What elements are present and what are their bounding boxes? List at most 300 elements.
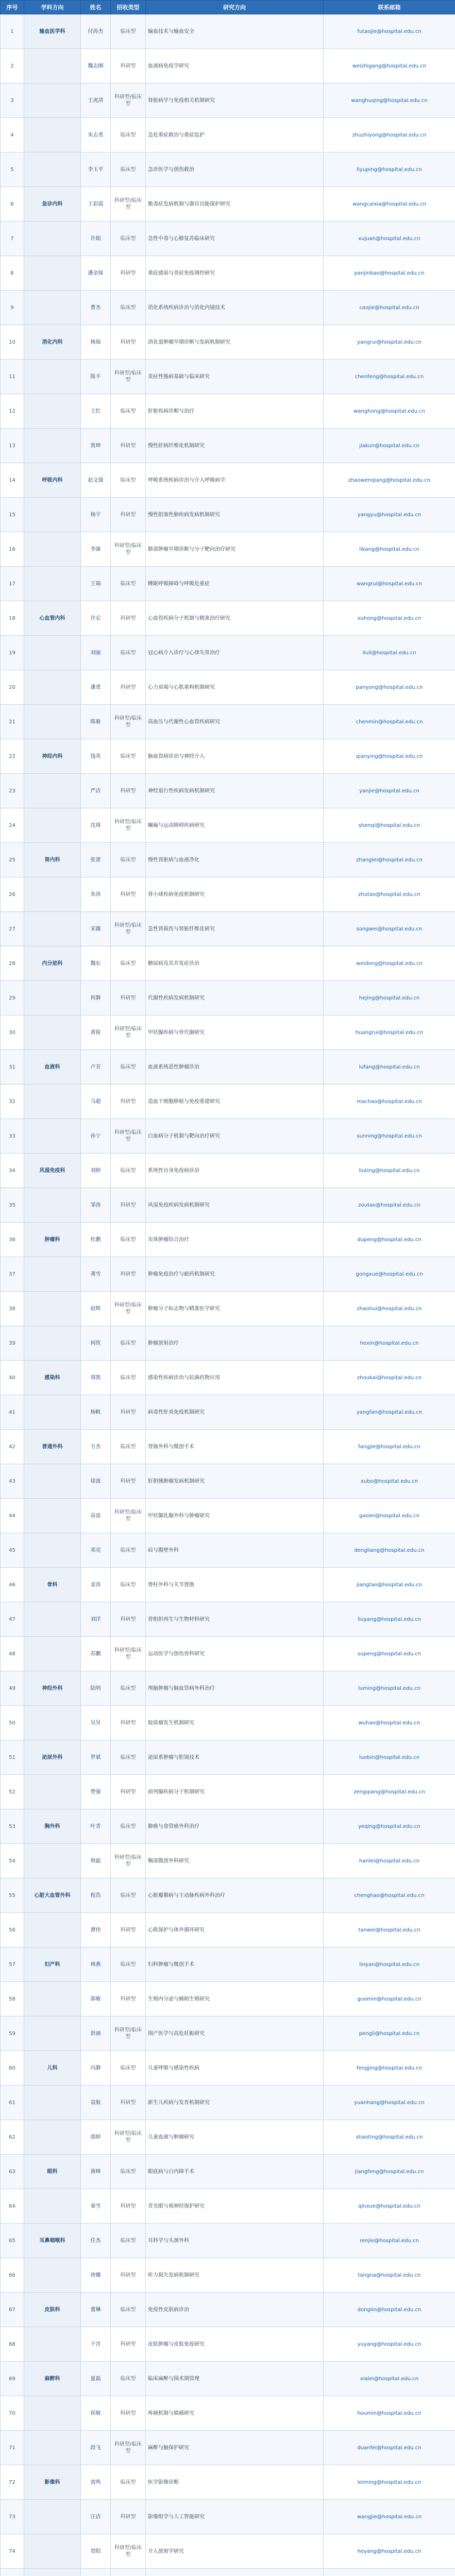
cell-type: 临床型 <box>111 1223 146 1257</box>
cell-no: 13 <box>1 429 24 463</box>
cell-dept <box>24 2189 81 2224</box>
cell-email[interactable]: yangyu@hospital.edu.cn <box>324 498 455 532</box>
cell-name: 李康 <box>81 532 111 567</box>
table-row <box>1 394 455 429</box>
header-cell-type: 招收类型 <box>111 1 146 14</box>
cell-name: 赵文强 <box>81 463 111 498</box>
cell-direction: 骨组织再生与生物材料研究 <box>146 1602 324 1637</box>
cell-email[interactable]: dupeng@hospital.edu.cn <box>324 1223 455 1257</box>
cell-name: 朱涛 <box>81 877 111 912</box>
cell-name: 龚雪 <box>81 1257 111 1292</box>
cell-no: 62 <box>1 2120 24 2155</box>
cell-email[interactable]: zoutao@hospital.edu.cn <box>324 1188 455 1223</box>
cell-email[interactable]: hexin@hospital.edu.cn <box>324 1326 455 1361</box>
cell-email[interactable]: hanlei@hospital.edu.cn <box>324 1844 455 1878</box>
cell-no: 15 <box>1 498 24 532</box>
table-row <box>1 1637 455 1671</box>
header-row <box>1 1 455 14</box>
cell-type: 科研型 <box>111 2086 146 2120</box>
cell-email[interactable]: jiangtao@hospital.edu.cn <box>324 1568 455 1602</box>
cell-type: 科研型 <box>111 498 146 532</box>
cell-direction: 慢性肝病纤维化机制研究 <box>146 429 324 463</box>
cell-name: 曹杰 <box>81 291 111 325</box>
cell-direction: 儿童血液与肿瘤研究 <box>146 2120 324 2155</box>
cell-type: 临床型 <box>111 2155 146 2189</box>
cell-name: 张蕾 <box>81 843 111 877</box>
cell-name: 秦雪 <box>81 2189 111 2224</box>
cell-email[interactable]: yuyang@hospital.edu.cn <box>324 2327 455 2362</box>
cell-type: 科研型 <box>111 2500 146 2534</box>
cell-email[interactable]: liyuping@hospital.edu.cn <box>324 152 455 187</box>
cell-no: 47 <box>1 1602 24 1637</box>
cell-type: 科研型 <box>111 670 146 705</box>
cell-name: 姜涛 <box>81 1568 111 1602</box>
cell-type: 科研型/临床型 <box>111 1015 146 1050</box>
cell-no: 52 <box>1 1775 24 1809</box>
cell-name: 严洁 <box>81 774 111 808</box>
cell-no: 49 <box>1 1671 24 1706</box>
cell-direction: 泌尿系肿瘤与腔镜技术 <box>146 1740 324 1775</box>
cell-type: 临床型 <box>111 1740 146 1775</box>
cell-name: 马超 <box>81 1084 111 1119</box>
cell-type: 科研型 <box>111 1706 146 1740</box>
cell-dept: 泌尿外科 <box>24 1740 81 1775</box>
cell-email[interactable]: machao@hospital.edu.cn <box>324 1084 455 1119</box>
table-row <box>1 1706 455 1740</box>
cell-direction: 白血病分子机制与靶向治疗研究 <box>146 1119 324 1154</box>
cell-type: 科研型 <box>111 981 146 1015</box>
cell-name: 付涛杰 <box>81 14 111 49</box>
cell-email[interactable]: jiangfeng@hospital.edu.cn <box>324 2155 455 2189</box>
cell-name: 潘金保 <box>81 256 111 291</box>
cell-type: 临床型 <box>111 2293 146 2327</box>
cell-no: 56 <box>1 1913 24 1947</box>
cell-dept: 神经内科 <box>24 739 81 774</box>
cell-email[interactable]: yanjie@hospital.edu.cn <box>324 774 455 808</box>
cell-email[interactable]: zhaohui@hospital.edu.cn <box>324 1292 455 1326</box>
cell-name: 贺阳 <box>81 2534 111 2569</box>
cell-email[interactable]: songwei@hospital.edu.cn <box>324 912 455 946</box>
cell-name: 卢芳 <box>81 1050 111 1084</box>
cell-email[interactable]: xialei@hospital.edu.cn <box>324 2362 455 2396</box>
cell-email[interactable]: leiming@hospital.edu.cn <box>324 2465 455 2500</box>
cell-no: 25 <box>1 843 24 877</box>
table-row <box>1 256 455 291</box>
cell-dept <box>24 2396 81 2431</box>
cell-name: 李玉平 <box>81 152 111 187</box>
cell-type: 科研型 <box>111 1084 146 1119</box>
cell-email[interactable] <box>324 2569 455 2576</box>
cell-name: 魏志刚 <box>81 49 111 83</box>
cell-no: 28 <box>1 946 24 981</box>
cell-dept <box>24 1395 81 1430</box>
table-row <box>1 2500 455 2534</box>
cell-direction <box>146 2569 324 2576</box>
cell-name: 邹涛 <box>81 1188 111 1223</box>
table-row <box>1 1430 455 1464</box>
cell-email[interactable]: wanghong@hospital.edu.cn <box>324 394 455 429</box>
table-row <box>1 1568 455 1602</box>
cell-name: 沈琦 <box>81 808 111 843</box>
cell-dept <box>24 2431 81 2465</box>
table-row <box>1 1947 455 1982</box>
cell-direction: 急性肾损伤与肾脏纤维化研究 <box>146 912 324 946</box>
cell-email[interactable]: huangrui@hospital.edu.cn <box>324 1015 455 1050</box>
cell-name: 陈丰 <box>81 360 111 394</box>
cell-email[interactable]: shaoting@hospital.edu.cn <box>324 2120 455 2155</box>
cell-email[interactable]: liuting@hospital.edu.cn <box>324 1154 455 1188</box>
cell-dept <box>24 1637 81 1671</box>
cell-name: 郭敏 <box>81 1982 111 2016</box>
cell-type: 科研型/临床型 <box>111 83 146 118</box>
cell-direction: 运动医学与创伤骨科研究 <box>146 1637 324 1671</box>
cell-no: 51 <box>1 1740 24 1775</box>
cell-dept <box>24 498 81 532</box>
table-row <box>1 463 455 498</box>
cell-type: 临床型 <box>111 394 146 429</box>
cell-no: 20 <box>1 670 24 705</box>
cell-name: 邵婷 <box>81 2120 111 2155</box>
cell-direction: 冠心病介入诊疗与心律失常治疗 <box>146 636 324 670</box>
cell-name: 钱英 <box>81 739 111 774</box>
cell-direction: 高血压与代谢性心血管疾病研究 <box>146 705 324 739</box>
cell-email[interactable]: luming@hospital.edu.cn <box>324 1671 455 1706</box>
cell-no: 67 <box>1 2293 24 2327</box>
cell-email[interactable]: caojie@hospital.edu.cn <box>324 291 455 325</box>
cell-no: 40 <box>1 1361 24 1395</box>
cell-dept <box>24 152 81 187</box>
cell-email[interactable]: pengli@hospital.edu.cn <box>324 2016 455 2051</box>
cell-type: 临床型 <box>111 222 146 256</box>
table-row <box>1 2396 455 2431</box>
table-row <box>1 1499 455 1533</box>
cell-dept <box>24 912 81 946</box>
cell-no: 36 <box>1 1223 24 1257</box>
cell-type: 科研型/临床型 <box>111 1844 146 1878</box>
cell-no: 8 <box>1 256 24 291</box>
cell-type: 临床型 <box>111 1878 146 1913</box>
cell-email[interactable]: chenfeng@hospital.edu.cn <box>324 360 455 394</box>
cell-name: 蒋峰 <box>81 2155 111 2189</box>
cell-email[interactable]: fangjie@hospital.edu.cn <box>324 1430 455 1464</box>
cell-email[interactable]: panyong@hospital.edu.cn <box>324 670 455 705</box>
cell-type: 临床型 <box>111 152 146 187</box>
cell-email[interactable]: duanfei@hospital.edu.cn <box>324 2431 455 2465</box>
cell-name: 程浩 <box>81 1878 111 1913</box>
cell-email[interactable]: tangna@hospital.edu.cn <box>324 2258 455 2293</box>
cell-email[interactable]: qinxue@hospital.edu.cn <box>324 2189 455 2224</box>
cell-direction: 心肌保护与体外循环研究 <box>146 1913 324 1947</box>
cell-type: 临床型 <box>111 291 146 325</box>
cell-name: 于洋 <box>81 2327 111 2362</box>
cell-no: 21 <box>1 705 24 739</box>
table-row <box>1 187 455 222</box>
cell-email[interactable]: wangjie@hospital.edu.cn <box>324 2500 455 2534</box>
cell-direction: 胃肠外科与微创手术 <box>146 1430 324 1464</box>
cell-type: 科研型 <box>111 49 146 83</box>
cell-dept <box>24 670 81 705</box>
cell-direction: 肿瘤分子标志物与精准医学研究 <box>146 1292 324 1326</box>
cell-email[interactable]: yangrui@hospital.edu.cn <box>324 325 455 360</box>
cell-email[interactable]: zhutao@hospital.edu.cn <box>324 877 455 912</box>
cell-no: 38 <box>1 1292 24 1326</box>
table-row <box>1 705 455 739</box>
cell-name: 宋薇 <box>81 912 111 946</box>
cell-name: 孙宁 <box>81 1119 111 1154</box>
cell-no: 66 <box>1 2258 24 2293</box>
table-row <box>1 2189 455 2224</box>
cell-type: 科研型 <box>111 256 146 291</box>
cell-email[interactable]: weizhigang@hospital.edu.cn <box>324 49 455 83</box>
cell-direction: 胶质瘤发生机制研究 <box>146 1706 324 1740</box>
cell-email[interactable]: futaojie@hospital.edu.cn <box>324 14 455 49</box>
cell-email[interactable]: gaolei@hospital.edu.cn <box>324 1499 455 1533</box>
cell-direction: 甲状腺疾病与骨代谢研究 <box>146 1015 324 1050</box>
cell-no: 41 <box>1 1395 24 1430</box>
cell-direction: 听力损失发病机制研究 <box>146 2258 324 2293</box>
cell-email[interactable]: lufang@hospital.edu.cn <box>324 1050 455 1084</box>
table-row <box>1 1671 455 1706</box>
cell-dept <box>24 49 81 83</box>
cell-email[interactable]: dengliang@hospital.edu.cn <box>324 1533 455 1568</box>
cell-type: 科研型 <box>111 429 146 463</box>
cell-email[interactable]: zhanglei@hospital.edu.cn <box>324 843 455 877</box>
table-row <box>1 1084 455 1119</box>
cell-email[interactable]: hejing@hospital.edu.cn <box>324 981 455 1015</box>
cell-dept <box>24 222 81 256</box>
cell-name: 吴昊 <box>81 1706 111 1740</box>
table-row <box>1 1188 455 1223</box>
table-row <box>1 877 455 912</box>
cell-email[interactable]: yeqing@hospital.edu.cn <box>324 1809 455 1844</box>
table-row <box>1 2293 455 2327</box>
cell-name: 刘丽 <box>81 636 111 670</box>
cell-email[interactable]: wangcaixia@hospital.edu.cn <box>324 187 455 222</box>
cell-email[interactable]: heyang@hospital.edu.cn <box>324 2534 455 2569</box>
cell-no: 31 <box>1 1050 24 1084</box>
cell-email[interactable]: houmin@hospital.edu.cn <box>324 2396 455 2431</box>
table-row <box>1 1533 455 1568</box>
cell-email[interactable]: zhaowenqiang@hospital.edu.cn <box>324 463 455 498</box>
table-row <box>1 1395 455 1430</box>
table-row <box>1 14 455 49</box>
cell-dept <box>24 2120 81 2155</box>
cell-no: 69 <box>1 2362 24 2396</box>
cell-direction: 甲状腺乳腺外科与肿瘤研究 <box>146 1499 324 1533</box>
table-row <box>1 636 455 670</box>
cell-email[interactable]: xujuan@hospital.edu.cn <box>324 222 455 256</box>
cell-type: 科研型 <box>111 2189 146 2224</box>
table-row <box>1 1361 455 1395</box>
table-row <box>1 670 455 705</box>
cell-no: 26 <box>1 877 24 912</box>
cell-email[interactable]: linyan@hospital.edu.cn <box>324 1947 455 1982</box>
table-row <box>1 325 455 360</box>
cell-email[interactable]: zengqiang@hospital.edu.cn <box>324 1775 455 1809</box>
cell-no: 19 <box>1 636 24 670</box>
cell-direction: 眼底病与白内障手术 <box>146 2155 324 2189</box>
cell-email[interactable]: xuhong@hospital.edu.cn <box>324 601 455 636</box>
table-row <box>1 1982 455 2016</box>
cell-name: 许宏 <box>81 601 111 636</box>
cell-email[interactable]: sunning@hospital.edu.cn <box>324 1119 455 1154</box>
cell-type: 科研型/临床型 <box>111 187 146 222</box>
cell-email[interactable]: panjinbao@hospital.edu.cn <box>324 256 455 291</box>
table-row <box>1 1740 455 1775</box>
cell-dept <box>24 118 81 152</box>
table-row <box>1 2016 455 2051</box>
cell-no: 39 <box>1 1326 24 1361</box>
cell-email[interactable]: liuyang@hospital.edu.cn <box>324 1602 455 1637</box>
cell-type: 临床型 <box>111 1533 146 1568</box>
cell-email[interactable]: jiakun@hospital.edu.cn <box>324 429 455 463</box>
cell-name: 杨瑞 <box>81 325 111 360</box>
cell-email[interactable]: gongxue@hospital.edu.cn <box>324 1257 455 1292</box>
cell-dept <box>24 2500 81 2534</box>
cell-email[interactable]: wuhao@hospital.edu.cn <box>324 1706 455 1740</box>
table-row <box>1 2258 455 2293</box>
cell-email[interactable]: supeng@hospital.edu.cn <box>324 1637 455 1671</box>
cell-dept: 影像科 <box>24 2465 81 2500</box>
cell-type: 临床型 <box>111 1947 146 1982</box>
cell-direction: 消化道肿瘤早期诊断与发病机制研究 <box>146 325 324 360</box>
cell-direction: 胸部微创外科研究 <box>146 1844 324 1878</box>
cell-direction: 肿瘤免疫治疗与耐药机制研究 <box>146 1257 324 1292</box>
cell-email[interactable]: fengjing@hospital.edu.cn <box>324 2051 455 2086</box>
table-row <box>1 222 455 256</box>
cell-direction: 心力衰竭与心肌重构机制研究 <box>146 670 324 705</box>
cell-direction: 消化系统疾病诊治与消化内镜技术 <box>146 291 324 325</box>
cell-direction: 疝与腹壁外科 <box>146 1533 324 1568</box>
cell-no: 14 <box>1 463 24 498</box>
cell-email[interactable]: zhoukai@hospital.edu.cn <box>324 1361 455 1395</box>
table-row <box>1 843 455 877</box>
cell-email[interactable]: yangfan@hospital.edu.cn <box>324 1395 455 1430</box>
cell-no: 65 <box>1 2224 24 2258</box>
cell-type: 科研型 <box>111 774 146 808</box>
cell-dept <box>24 291 81 325</box>
cell-email[interactable]: wangrui@hospital.edu.cn <box>324 567 455 601</box>
cell-direction: 影像组学与人工智能研究 <box>146 2500 324 2534</box>
cell-email[interactable]: zhuzhiyong@hospital.edu.cn <box>324 118 455 152</box>
cell-email[interactable]: weidong@hospital.edu.cn <box>324 946 455 981</box>
cell-dept <box>24 1499 81 1533</box>
cell-email[interactable]: renjie@hospital.edu.cn <box>324 2224 455 2258</box>
cell-name: 杨帆 <box>81 1395 111 1430</box>
table-row <box>1 946 455 981</box>
cell-no: 17 <box>1 567 24 601</box>
cell-email[interactable]: tanwei@hospital.edu.cn <box>324 1913 455 1947</box>
header-cell-name: 姓名 <box>81 1 111 14</box>
cell-direction: 肾小球疾病免疫机制研究 <box>146 877 324 912</box>
cell-dept <box>24 1533 81 1568</box>
cell-name: 陈敏 <box>81 705 111 739</box>
cell-name: 王红 <box>81 394 111 429</box>
table-row <box>1 49 455 83</box>
cell-no: 64 <box>1 2189 24 2224</box>
cell-dept <box>24 981 81 1015</box>
cell-direction: 睡眠呼吸障碍与呼吸危重症 <box>146 567 324 601</box>
cell-no: 57 <box>1 1947 24 1982</box>
cell-dept <box>24 2016 81 2051</box>
cell-email[interactable]: chenghao@hospital.edu.cn <box>324 1878 455 1913</box>
cell-email[interactable]: likang@hospital.edu.cn <box>324 532 455 567</box>
cell-name: 杨宇 <box>81 498 111 532</box>
cell-email[interactable]: wanghuqing@hospital.edu.cn <box>324 83 455 118</box>
cell-email[interactable]: qianying@hospital.edu.cn <box>324 739 455 774</box>
cell-dept <box>24 1257 81 1292</box>
table-row <box>1 2155 455 2189</box>
cell-dept: 感染科 <box>24 1361 81 1395</box>
cell-name: 邓亮 <box>81 1533 111 1568</box>
cell-no: 68 <box>1 2327 24 2362</box>
cell-email[interactable]: donglin@hospital.edu.cn <box>324 2293 455 2327</box>
table-row <box>1 739 455 774</box>
table-row <box>1 429 455 463</box>
cell-no: 18 <box>1 601 24 636</box>
cell-direction: 急性中毒与心肺复苏临床研究 <box>146 222 324 256</box>
cell-no: 45 <box>1 1533 24 1568</box>
cell-no: 2 <box>1 49 24 83</box>
cell-name: 袁航 <box>81 2086 111 2120</box>
cell-type: 科研型/临床型 <box>111 2016 146 2051</box>
cell-no: 58 <box>1 1982 24 2016</box>
cell-no: 33 <box>1 1119 24 1154</box>
table-row <box>1 1602 455 1637</box>
cell-email[interactable]: guomin@hospital.edu.cn <box>324 1982 455 2016</box>
cell-name: 方杰 <box>81 1430 111 1464</box>
cell-email[interactable]: yuanhang@hospital.edu.cn <box>324 2086 455 2120</box>
cell-direction: 新生儿疾病与发育机制研究 <box>146 2086 324 2120</box>
cell-name: 段飞 <box>81 2431 111 2465</box>
cell-dept <box>24 394 81 429</box>
cell-type: 科研型/临床型 <box>111 2534 146 2569</box>
cell-type: 科研型/临床型 <box>111 2120 146 2155</box>
cell-name: 彭丽 <box>81 2016 111 2051</box>
cell-direction: 慢性阻塞性肺疾病发病机制研究 <box>146 498 324 532</box>
cell-no: 16 <box>1 532 24 567</box>
cell-email[interactable]: shenqi@hospital.edu.cn <box>324 808 455 843</box>
cell-dept: 耳鼻咽喉科 <box>24 2224 81 2258</box>
cell-no: 54 <box>1 1844 24 1878</box>
cell-email[interactable]: chenmin@hospital.edu.cn <box>324 705 455 739</box>
cell-no: 42 <box>1 1430 24 1464</box>
cell-name: 何静 <box>81 981 111 1015</box>
cell-dept <box>24 1913 81 1947</box>
cell-dept <box>24 567 81 601</box>
cell-dept <box>24 256 81 291</box>
cell-name: 谭伟 <box>81 1913 111 1947</box>
cell-email[interactable]: xubo@hospital.edu.cn <box>324 1464 455 1499</box>
cell-no: 60 <box>1 2051 24 2086</box>
cell-name: 陆明 <box>81 1671 111 1706</box>
cell-no: 11 <box>1 360 24 394</box>
cell-direction: 免疫性皮肤病诊治 <box>146 2293 324 2327</box>
cell-name: 林燕 <box>81 1947 111 1982</box>
cell-dept <box>24 636 81 670</box>
cell-direction: 炎症性肠病基础与临床研究 <box>146 360 324 394</box>
table-row <box>1 1878 455 1913</box>
cell-type: 科研型/临床型 <box>111 360 146 394</box>
cell-email[interactable]: liuli@hospital.edu.cn <box>324 636 455 670</box>
cell-type: 科研型 <box>111 1775 146 1809</box>
cell-email[interactable]: luobin@hospital.edu.cn <box>324 1740 455 1775</box>
cell-type: 科研型 <box>111 325 146 360</box>
table-row <box>1 532 455 567</box>
cell-no: 59 <box>1 2016 24 2051</box>
cell-no: 74 <box>1 2534 24 2569</box>
cell-direction: 皮肤肿瘤与皮肤免疫研究 <box>146 2327 324 2362</box>
